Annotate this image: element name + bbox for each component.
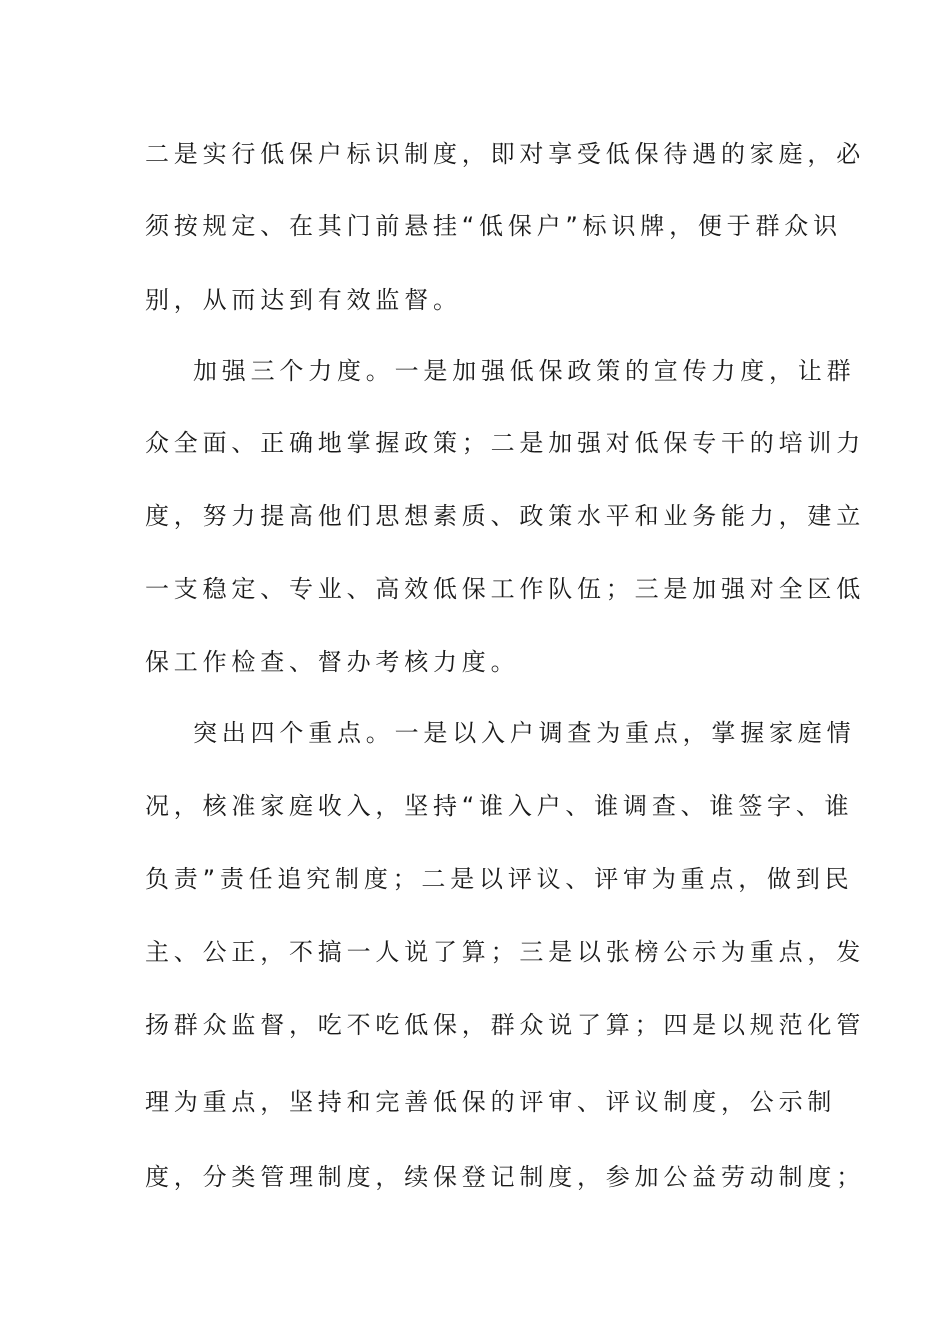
- text-line: 理为重点，坚持和完善低保的评审、评议制度，公示制: [145, 1088, 837, 1116]
- paragraph-start-line: 加强三个力度。一是加强低保政策的宣传力度，让群: [193, 357, 856, 385]
- text-line: 扬群众监督，吃不吃低保，群众说了算；四是以规范化管: [145, 1011, 865, 1039]
- paragraph-start-line: 突出四个重点。一是以入户调查为重点，掌握家庭情: [193, 719, 856, 747]
- text-line: 度，努力提高他们思想素质、政策水平和业务能力，建立: [145, 502, 865, 530]
- text-line: 一支稳定、专业、高效低保工作队伍；三是加强对全区低: [145, 575, 865, 603]
- text-line: 二是实行低保户标识制度，即对享受低保待遇的家庭，必: [145, 140, 865, 168]
- text-line: 度，分类管理制度，续保登记制度，参加公益劳动制度；: [145, 1163, 865, 1191]
- text-line: 保工作检查、督办考核力度。: [145, 648, 520, 676]
- text-line: 主、公正，不搞一人说了算；三是以张榜公示为重点，发: [145, 938, 865, 966]
- text-line: 众全面、正确地掌握政策；二是加强对低保专干的培训力: [145, 429, 865, 457]
- text-line: 别，从而达到有效监督。: [145, 286, 462, 314]
- text-line: 须按规定、在其门前悬挂“低保户”标识牌，便于群众识: [145, 212, 842, 240]
- text-line: 负责”责任追究制度；二是以评议、评审为重点，做到民: [145, 865, 854, 893]
- text-line: 况，核准家庭收入，坚持“谁入户、谁调查、谁签字、谁: [145, 792, 854, 820]
